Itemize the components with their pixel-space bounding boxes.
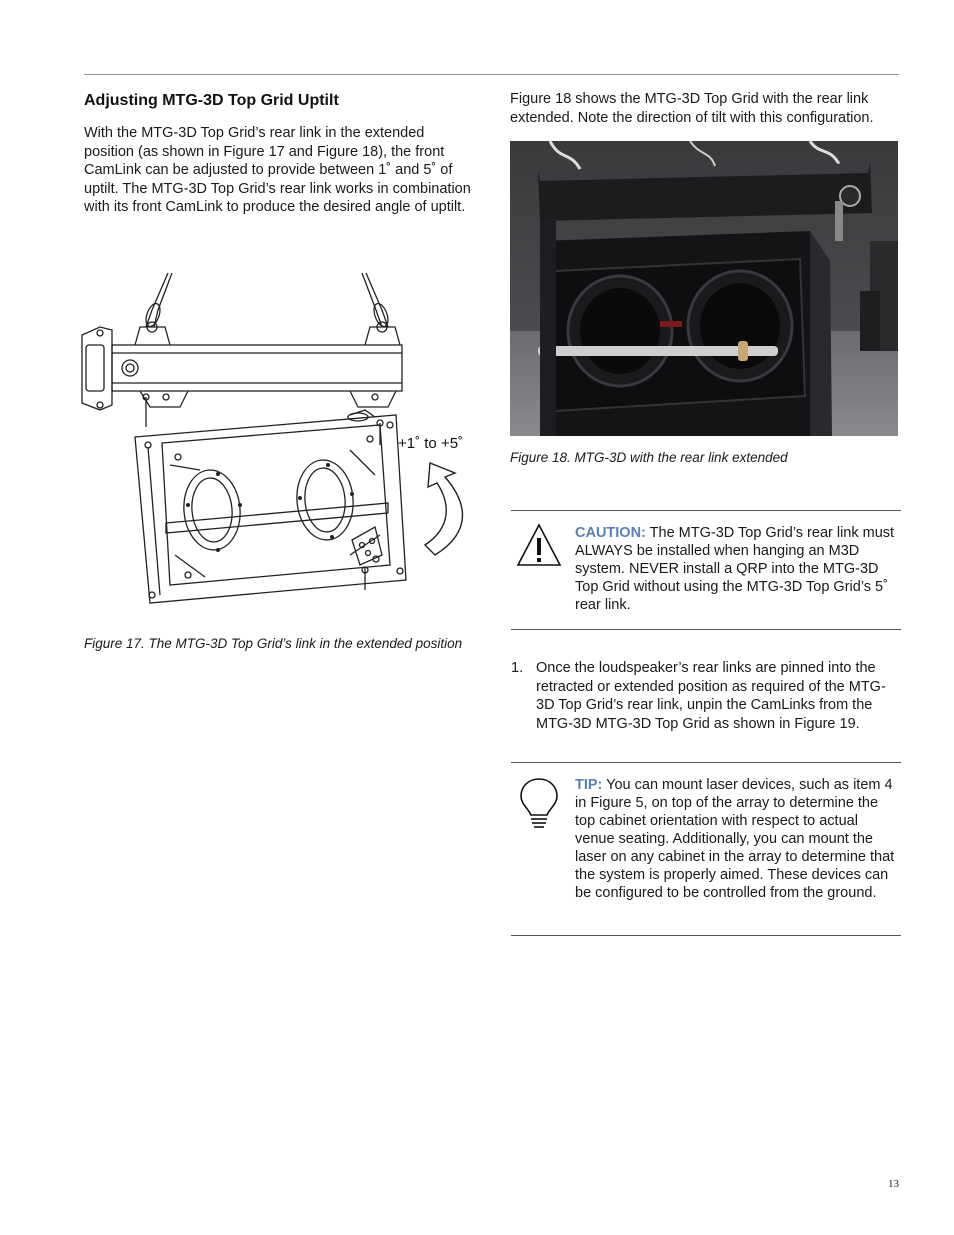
figure-17-caption: Figure 17. The MTG-3D Top Grid’s link in the extended position bbox=[84, 636, 463, 651]
caution-label: CAUTION: bbox=[575, 525, 646, 541]
figure-18-photo bbox=[510, 141, 898, 436]
figure-18-caption: Figure 18. MTG-3D with the rear link extended bbox=[510, 450, 788, 465]
caution-body: The MTG-3D Top Grid’s rear link must ALWAYS be installed when hanging an M3D system. NEVER install a QRP into the MTG-3D Top Grid without using the MTG-3D Top Grid’s 5˚ rear link. bbox=[575, 525, 895, 613]
tilt-angle-label: +1˚ to +5˚ bbox=[398, 435, 464, 452]
right-column bbox=[510, 90, 902, 127]
caution-note bbox=[511, 510, 901, 630]
caution-text bbox=[575, 524, 901, 614]
page-number: 13 bbox=[888, 1178, 899, 1190]
step-number: 1. bbox=[511, 660, 524, 676]
tip-note bbox=[511, 762, 901, 936]
warning-triangle-icon bbox=[515, 521, 563, 569]
section-intro: With the MTG-3D Top Grid’s rear link in the extended position (as shown in Figure 17 and Figure 18), the front CamLink can be adjusted to provide between 1˚ and 5˚ of uptilt. The MTG-3D Top Grid’s rear link works in combination with its front CamLink to produce the desired angle of uptilt. bbox=[84, 125, 471, 215]
figure-18-intro: Figure 18 shows the MTG-3D Top Grid with the rear link extended. Note the direction of tilt with this configuration. bbox=[510, 91, 874, 126]
tip-body: You can mount laser devices, such as item 4 in Figure 5, on top of the array to determine the top cabinet orientation with respect to actual venue seating. Additionally, you can mount the laser on any cabinet in the array to determine that the system is properly aimed. These devices can be configured to be controlled from the ground. bbox=[575, 777, 895, 901]
header-rule bbox=[84, 74, 899, 75]
section-heading: Adjusting MTG-3D Top Grid Uptilt bbox=[84, 92, 339, 109]
lightbulb-icon bbox=[515, 773, 563, 829]
step-text: Once the loudspeaker’s rear links are pinned into the retracted or extended position as required of the MTG-3D Top Grid’s rear link, unpin the CamLinks from the MTG-3D MTG-3D Top Grid as shown in Figure 19. bbox=[536, 660, 886, 732]
tip-label: TIP: bbox=[575, 777, 603, 793]
figure-17-drawing bbox=[80, 265, 480, 615]
left-column bbox=[84, 90, 476, 217]
tip-text bbox=[575, 776, 901, 902]
